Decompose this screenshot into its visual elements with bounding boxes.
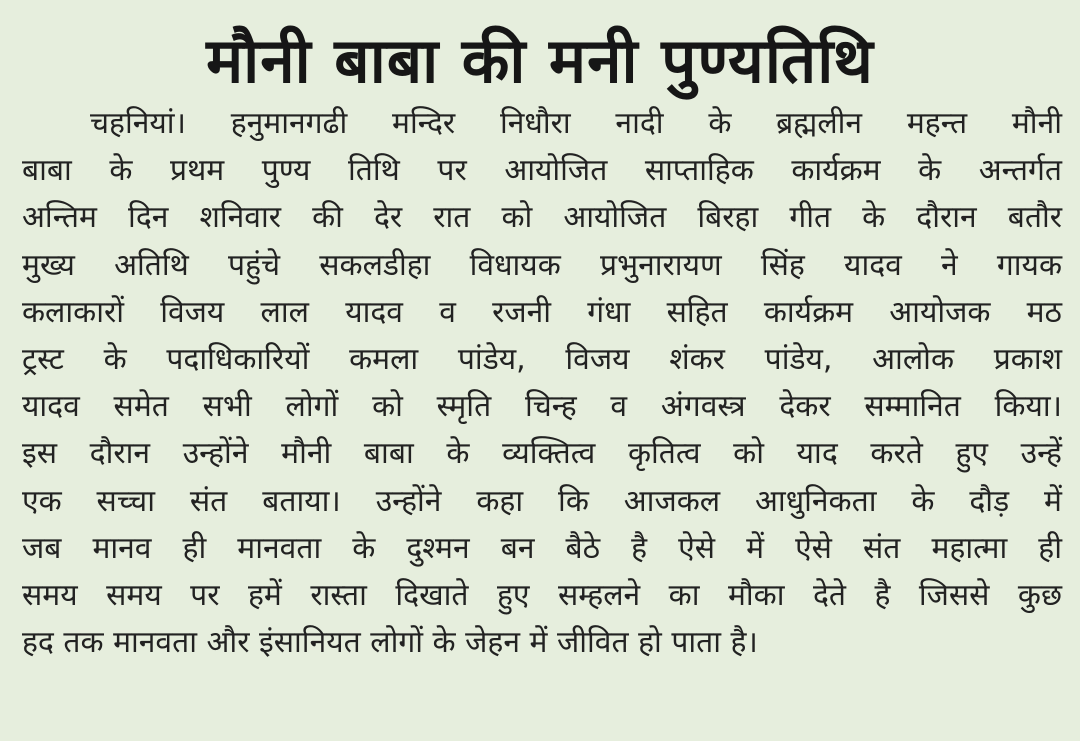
article-line: कलाकारों विजय लाल यादव व रजनी गंधा सहित कार्यक्रम आयोजक मठ [22, 294, 1062, 330]
article-line: जब मानव ही मानवता के दुश्मन बन बैठे है ऐसे में ऐसे संत महात्मा ही [22, 530, 1062, 566]
article-line: समय समय पर हमें रास्ता दिखाते हुए सम्हलने का मौका देते है जिससे कुछ [22, 578, 1062, 614]
article-line: ट्रस्ट के पदाधिकारियों कमला पांडेय, विजय शंकर पांडेय, आलोक प्रकाश [22, 342, 1062, 378]
article-line: अन्तिम दिन शनिवार की देर रात को आयोजित बिरहा गीत के दौरान बतौर [22, 200, 1062, 236]
article-body [22, 100, 1062, 666]
article-line: बाबा के प्रथम पुण्य तिथि पर आयोजित साप्ताहिक कार्यक्रम के अन्तर्गत [22, 153, 1062, 189]
article-line: इस दौरान उन्होंने मौनी बाबा के व्यक्तित्व कृतित्व को याद करते हुए उन्हें [22, 436, 1062, 472]
article-line: हद तक मानवता और इंसानियत लोगों के जेहन में जीवित हो पाता है। [22, 625, 758, 661]
article-line: एक सच्चा संत बताया। उन्होंने कहा कि आजकल आधुनिकता के दौड़ में [22, 483, 1062, 519]
article-line: चहनियां। हनुमानगढी मन्दिर निधौरा नादी के ब्रह्मलीन महन्त मौनी [90, 106, 1062, 141]
article-line: मुख्य अतिथि पहुंचे सकलडीहा विधायक प्रभुनारायण सिंह यादव ने गायक [22, 247, 1062, 283]
article-line: यादव समेत सभी लोगों को स्मृति चिन्ह व अंगवस्त्र देकर सम्मानित किया। [22, 389, 1062, 425]
article-headline: मौनी बाबा की मनी पुण्यतिथि [206, 24, 874, 97]
